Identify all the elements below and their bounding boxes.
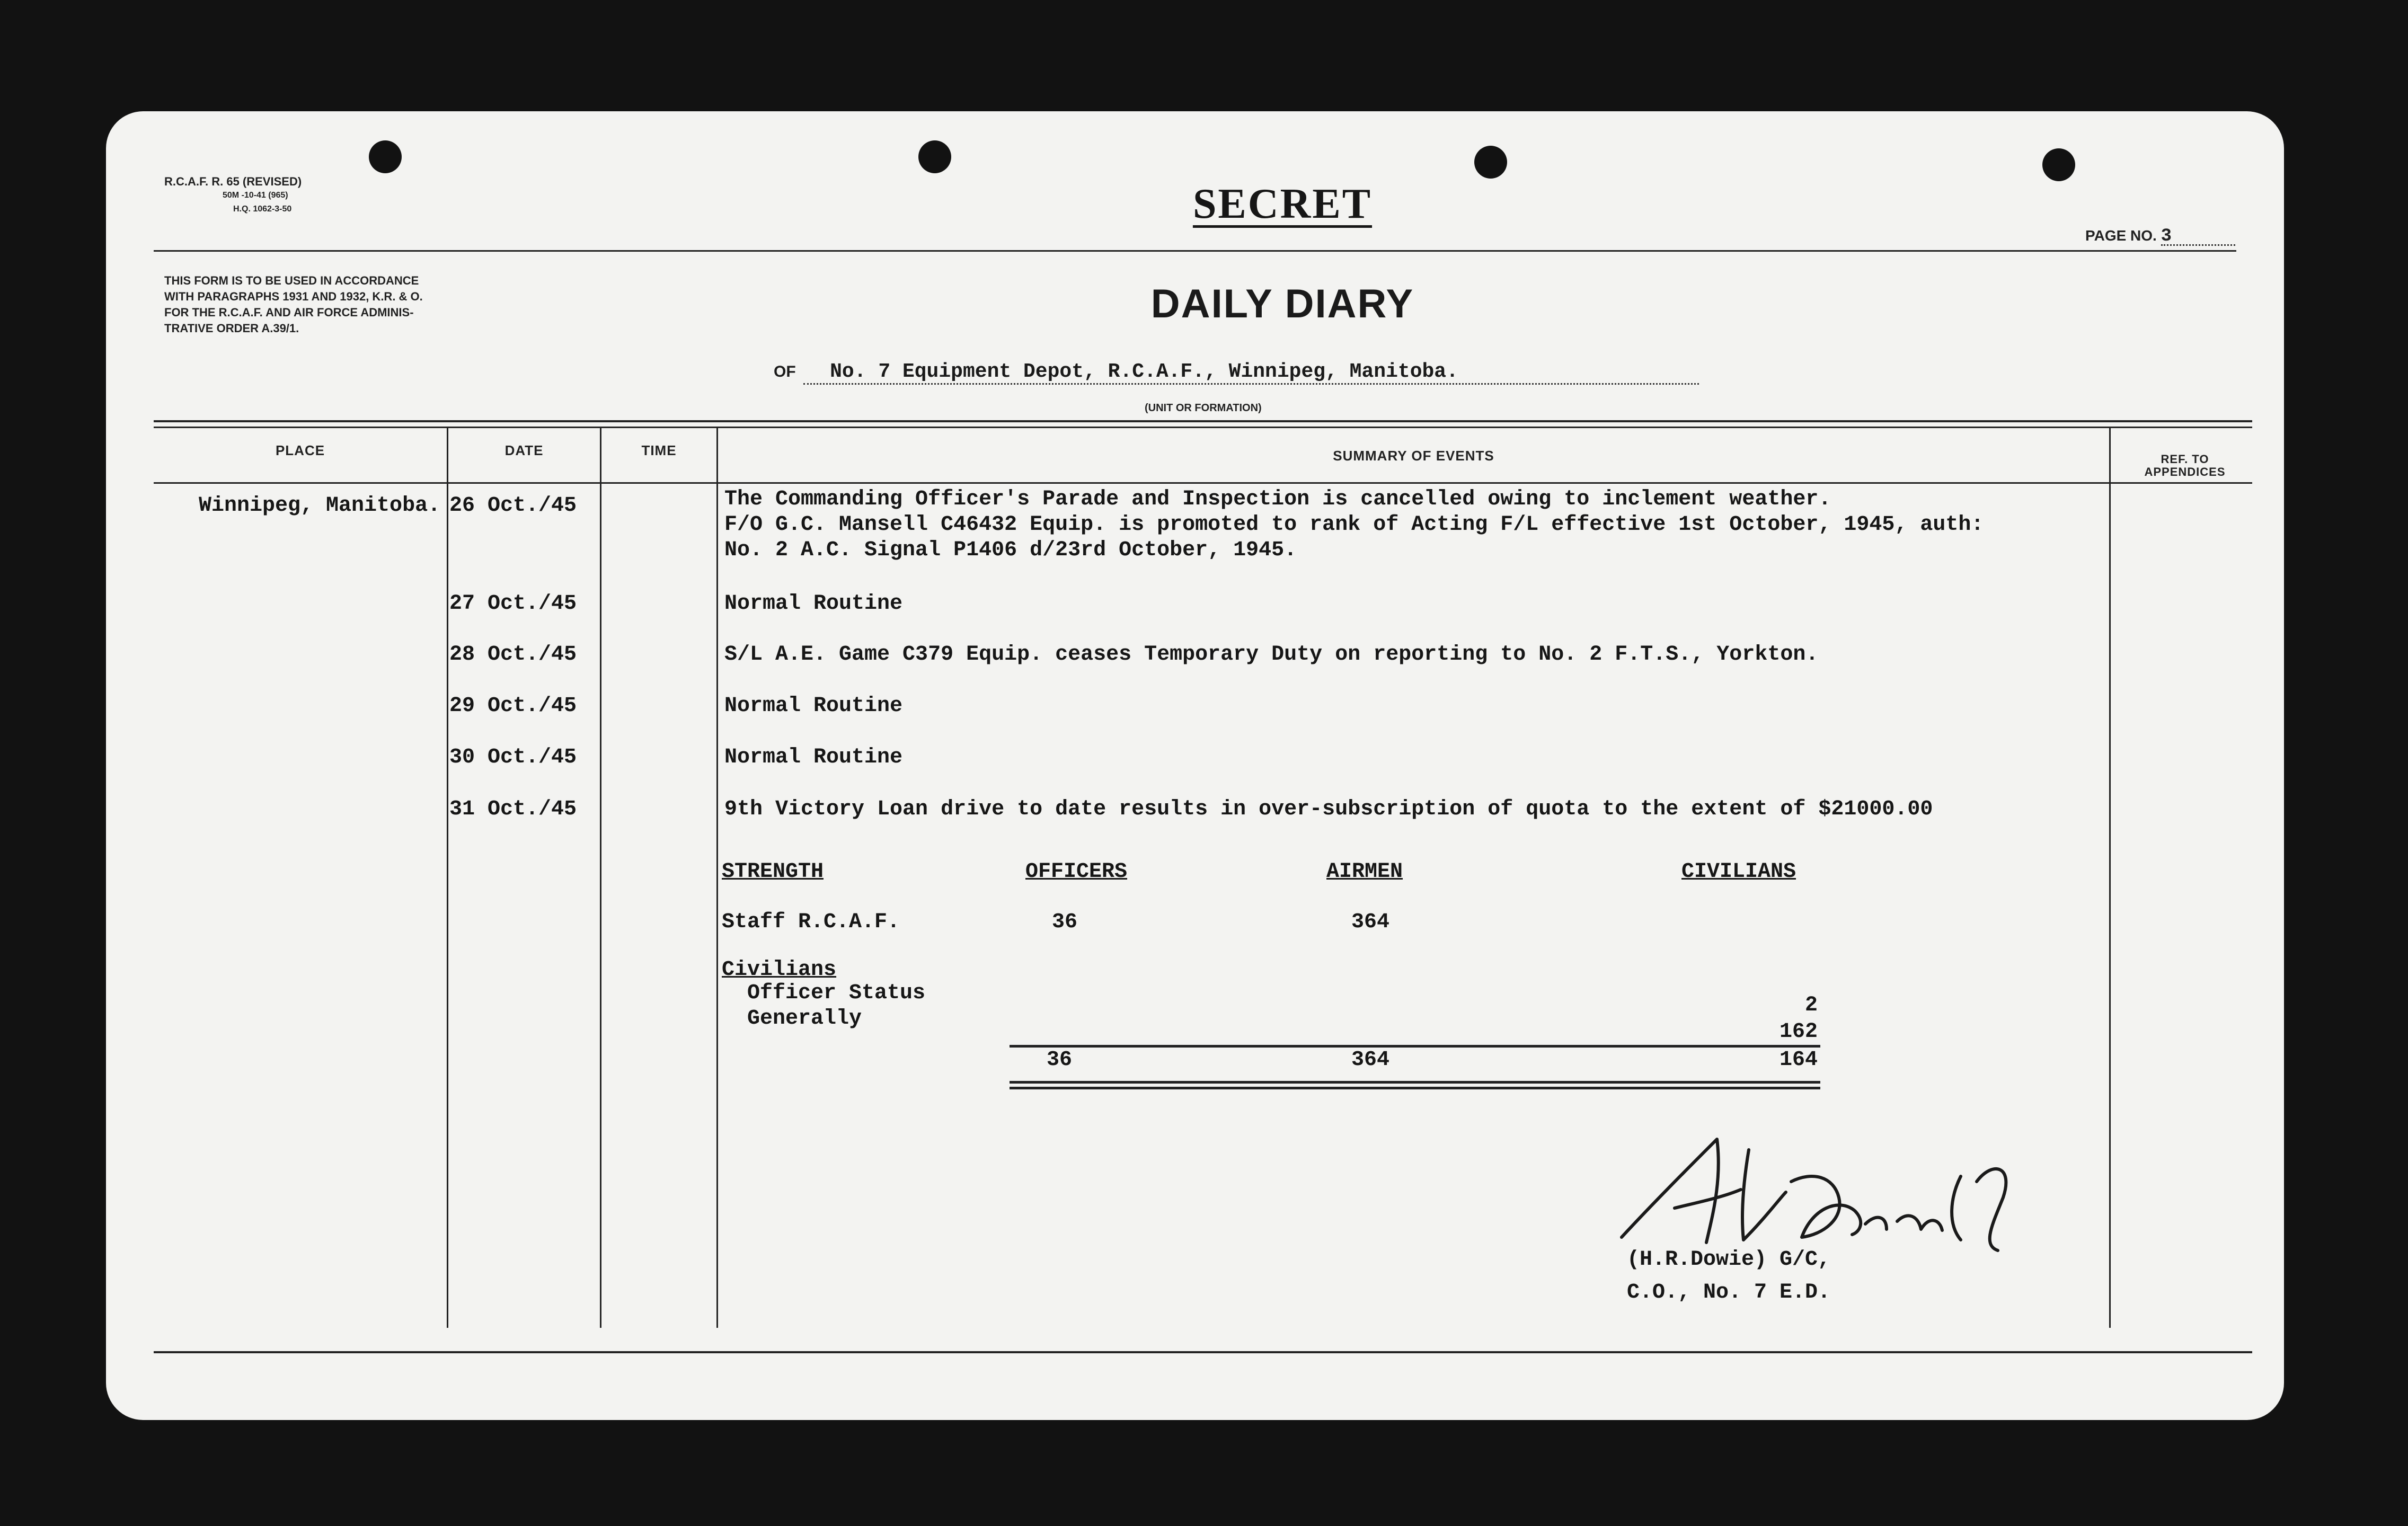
unit-field	[774, 360, 1699, 385]
entry-summary-line: Normal Routine	[724, 592, 903, 616]
table-top-rule-2	[154, 427, 2252, 428]
entry-date: 28 Oct./45	[449, 643, 577, 667]
punch-hole-2	[918, 140, 951, 173]
punch-hole-3	[1474, 146, 1507, 179]
place-cell: Winnipeg, Manitoba.	[199, 494, 441, 518]
entry-summary-line: Normal Routine	[724, 694, 903, 718]
form-code-line: 50M -10-41 (965)	[223, 191, 288, 200]
totals-double-rule	[1010, 1081, 1820, 1084]
total-civilians: 164	[1779, 1048, 1818, 1072]
staff-airmen: 364	[1351, 910, 1390, 934]
punch-hole-1	[369, 140, 402, 173]
page-number-label: PAGE NO.	[2085, 227, 2157, 244]
ref-header-line: APPENDICES	[2144, 465, 2226, 478]
form-notice	[164, 273, 423, 336]
header-rule	[154, 250, 2236, 252]
column-header-ref	[2111, 453, 2259, 478]
generally-label: Generally	[747, 1007, 862, 1031]
diary-sheet	[106, 111, 2284, 1420]
page-number-value: 3	[2161, 228, 2235, 246]
signature-title: C.O., No. 7 E.D.	[1627, 1281, 1831, 1305]
diary-title: DAILY DIARY	[1150, 281, 1414, 326]
unit-name: No. 7 Equipment Depot, R.C.A.F., Winnipeg, Manitoba.	[803, 360, 1699, 385]
entry-summary-line: The Commanding Officer's Parade and Inspection is cancelled owing to inclement weather.	[724, 487, 1831, 511]
column-header-rule	[154, 482, 2252, 484]
generally-civilians: 162	[1779, 1020, 1818, 1044]
entry-summary-line: 9th Victory Loan drive to date results in over-subscription of quota to the extent of $21000.00	[724, 797, 1933, 821]
column-header-date: DATE	[504, 442, 544, 458]
entry-date: 27 Oct./45	[449, 592, 577, 616]
column-header-place: PLACE	[275, 442, 325, 458]
civilians-heading: Civilians	[722, 958, 837, 982]
page-number-field	[2085, 228, 2235, 246]
staff-label: Staff R.C.A.F.	[722, 910, 900, 934]
unit-caption: (UNIT OR FORMATION)	[1145, 402, 1262, 414]
officer-status-civilians: 2	[1804, 993, 1818, 1017]
table-bottom-rule	[154, 1351, 2252, 1353]
table-top-rule	[154, 420, 2252, 422]
total-airmen: 364	[1351, 1048, 1390, 1072]
notice-line: TRATIVE ORDER A.39/1.	[164, 322, 299, 335]
entry-date: 29 Oct./45	[449, 694, 577, 718]
punch-hole-4	[2042, 148, 2075, 181]
column-divider	[600, 427, 601, 1328]
entry-summary-line: Normal Routine	[724, 746, 903, 769]
notice-line: THIS FORM IS TO BE USED IN ACCORDANCE	[164, 274, 419, 287]
strength-header: STRENGTH	[722, 860, 824, 884]
form-code-line: H.Q. 1062-3-50	[233, 205, 292, 214]
strength-header-airmen: AIRMEN	[1326, 860, 1403, 884]
signature-name: (H.R.Dowie) G/C,	[1627, 1248, 1831, 1272]
unit-of-label: OF	[774, 363, 796, 380]
totals-rule	[1010, 1045, 1820, 1048]
entry-summary-line: F/O G.C. Mansell C46432 Equip. is promoted to rank of Acting F/L effective 1st October, 1945, auth:	[724, 513, 1984, 537]
strength-header-officers: OFFICERS	[1025, 860, 1128, 884]
officer-status-label: Officer Status	[747, 981, 926, 1005]
form-code-line: R.C.A.F. R. 65 (REVISED)	[164, 175, 302, 188]
entry-date: 31 Oct./45	[449, 797, 577, 821]
form-code	[164, 175, 302, 216]
column-divider	[716, 427, 718, 1328]
column-divider	[2109, 427, 2111, 1328]
notice-line: FOR THE R.C.A.F. AND AIR FORCE ADMINIS-	[164, 306, 414, 319]
column-header-time: TIME	[641, 442, 677, 458]
column-divider	[447, 427, 448, 1328]
notice-line: WITH PARAGRAPHS 1931 AND 1932, K.R. & O.	[164, 290, 423, 303]
total-officers: 36	[1047, 1048, 1073, 1072]
staff-officers: 36	[1052, 910, 1078, 934]
ref-header-line: REF. TO	[2161, 453, 2209, 466]
totals-double-rule	[1010, 1087, 1820, 1089]
entry-summary-line: S/L A.E. Game C379 Equip. ceases Temporary Duty on reporting to No. 2 F.T.S., Yorkton.	[724, 643, 1819, 667]
entry-date: 30 Oct./45	[449, 746, 577, 769]
entry-date: 26 Oct./45	[449, 494, 577, 518]
strength-header-civilians: CIVILIANS	[1681, 860, 1796, 884]
classification-marking: SECRET	[1192, 181, 1373, 227]
column-header-summary: SUMMARY OF EVENTS	[1333, 448, 1494, 464]
entry-summary-line: No. 2 A.C. Signal P1406 d/23rd October, 1945.	[724, 538, 1297, 562]
